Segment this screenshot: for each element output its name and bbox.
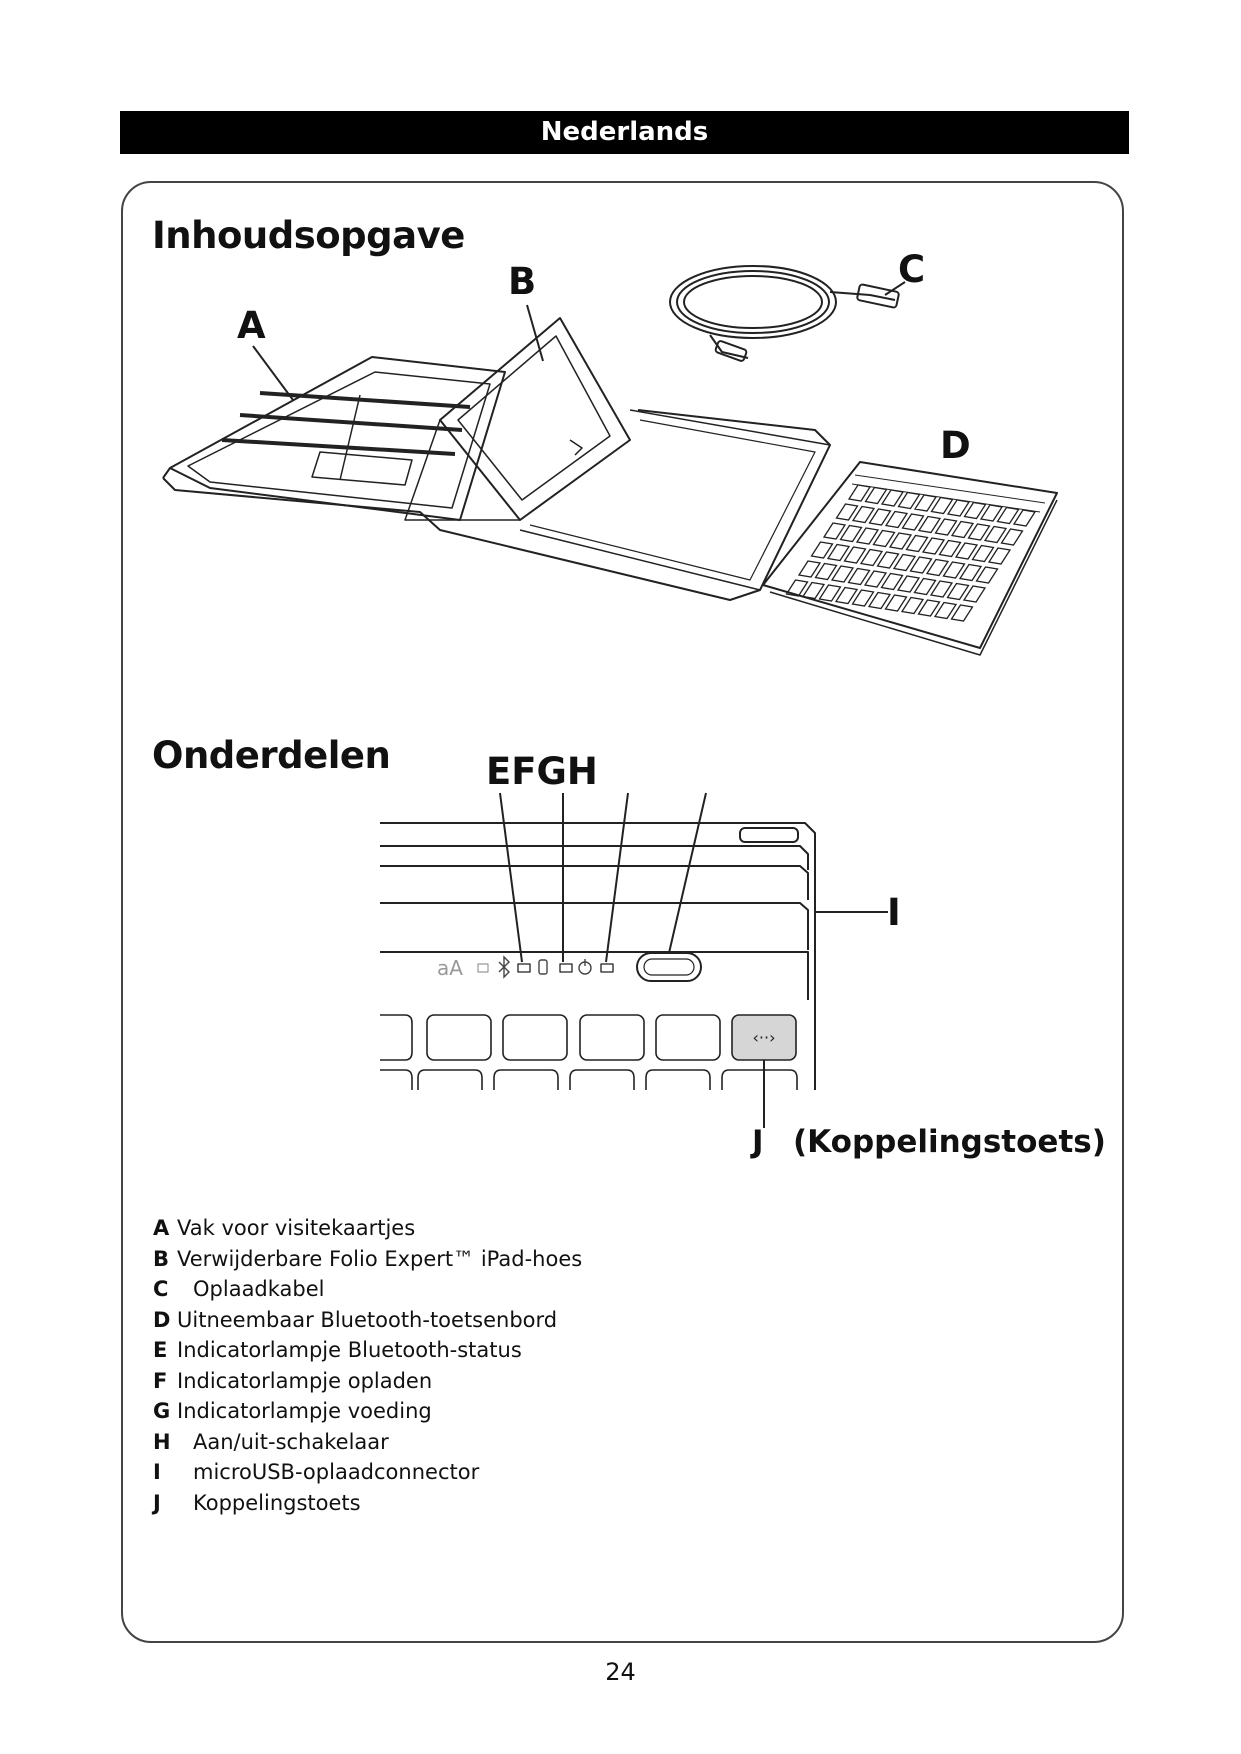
- battery-icon: [539, 960, 547, 974]
- contents-title: Inhoudsopgave: [152, 214, 465, 257]
- power-switch: [637, 953, 701, 981]
- legend-item: E Indicatorlampje Bluetooth-status: [153, 1338, 522, 1362]
- parts-legend: [153, 1213, 853, 1518]
- callout-efgh: EFGH: [486, 750, 598, 793]
- legend-item: C Oplaadkabel: [153, 1277, 325, 1301]
- callout-j: J: [752, 1124, 764, 1160]
- callout-j-caption: (Koppelingstoets): [793, 1124, 1106, 1160]
- legend-item: H Aan/uit-schakelaar: [153, 1429, 389, 1454]
- font-size-icon: aA: [437, 956, 463, 980]
- callout-d: D: [940, 424, 971, 467]
- language-header: Nederlands: [120, 111, 1129, 154]
- parts-title: Onderdelen: [152, 734, 391, 777]
- legend-item: D Uitneembaar Bluetooth-toetsenbord: [153, 1307, 558, 1332]
- pairing-key: [732, 1015, 796, 1060]
- callout-a: A: [237, 304, 266, 347]
- pairing-icon: ‹··›: [752, 1028, 776, 1047]
- page-number: 24: [605, 1658, 636, 1686]
- callout-i: I: [887, 891, 901, 934]
- power-led: [601, 964, 613, 972]
- legend-item: A Vak voor visitekaartjes: [153, 1216, 416, 1240]
- legend-item: B Verwijderbare Folio Expert™ iPad-hoes: [153, 1246, 583, 1271]
- legend-item: I microUSB-oplaadconnector: [153, 1460, 480, 1484]
- charging-led: [560, 964, 572, 972]
- legend-item: F Indicatorlampje opladen: [153, 1368, 433, 1393]
- bluetooth-icon: [499, 957, 509, 977]
- legend-item: G Indicatorlampje voeding: [153, 1399, 432, 1423]
- callout-c: C: [898, 248, 926, 291]
- bluetooth-led: [518, 964, 530, 972]
- callout-b: B: [508, 260, 537, 303]
- legend-item: J Koppelingstoets: [153, 1490, 361, 1515]
